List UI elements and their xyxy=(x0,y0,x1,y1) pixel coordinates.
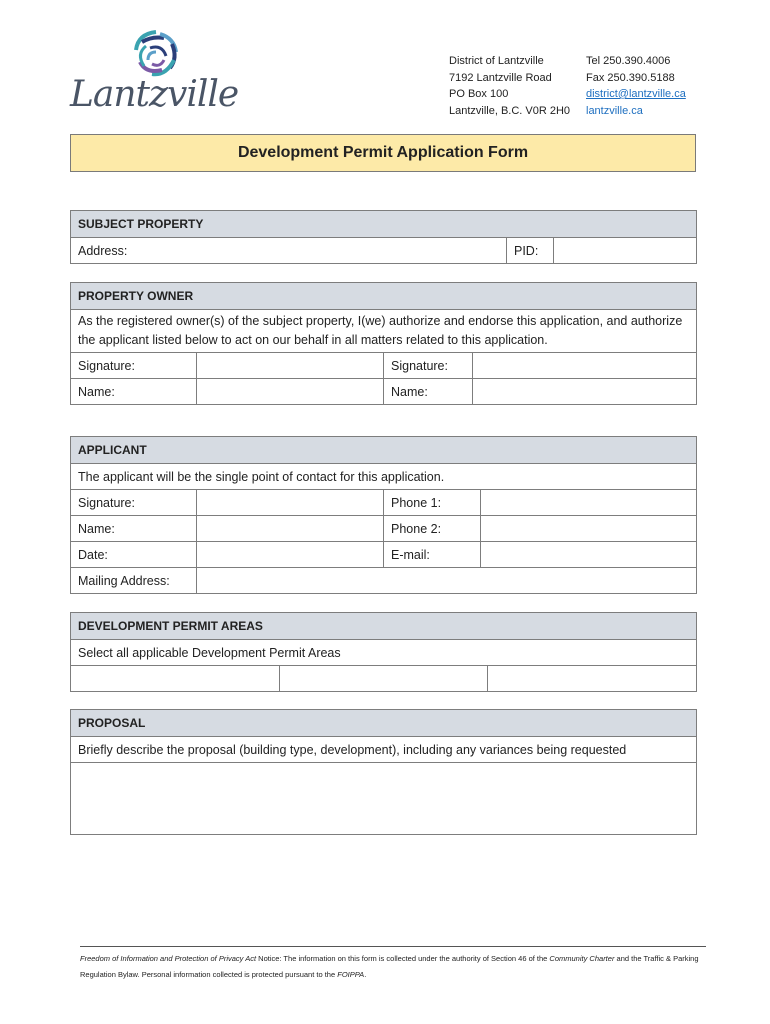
notice-text-1: Notice: The information on this form is collected under the authority of Section 46 of the xyxy=(256,954,550,963)
phone1-label: Phone 1: xyxy=(384,490,481,516)
applicant-contact-text: The applicant will be the single point of contact for this application. xyxy=(71,464,697,490)
pid-field[interactable] xyxy=(554,238,697,264)
page-title: Development Permit Application Form xyxy=(70,134,696,172)
applicant-mailing-address-field[interactable] xyxy=(197,568,697,594)
contact-fax: Fax 250.390.5188 xyxy=(586,71,675,84)
owner-name-2-field[interactable] xyxy=(473,379,697,405)
name-label: Name: xyxy=(71,379,197,405)
footer-divider xyxy=(80,946,706,947)
foippa-act-title: Freedom of Information and Protection of Privacy Act xyxy=(80,954,257,963)
dp-area-option-2[interactable] xyxy=(280,666,488,692)
property-owner-section xyxy=(70,282,697,405)
foippa-abbrev: FOIPPA xyxy=(337,970,365,979)
owner-name-1-field[interactable] xyxy=(197,379,384,405)
name-label: Name: xyxy=(71,516,197,542)
logo-wordmark: Lantzville xyxy=(70,74,239,115)
contact-line: 7192 Lantzville Road xyxy=(449,71,552,84)
contact-line: District of Lantzville xyxy=(449,55,544,67)
pid-label: PID: xyxy=(507,238,554,264)
signature-label: Signature: xyxy=(71,490,197,516)
dp-area-option-3[interactable] xyxy=(488,666,697,692)
lantzville-logo xyxy=(70,28,239,120)
contact-line: Lantzville, B.C. V0R 2H0 xyxy=(449,104,571,117)
address-label: Address: xyxy=(78,243,128,258)
address-field[interactable] xyxy=(71,238,507,264)
proposal-instruction: Briefly describe the proposal (building type, development), including any variances being requested xyxy=(71,737,697,763)
owner-signature-2-field[interactable] xyxy=(473,353,697,379)
dp-area-option-1[interactable] xyxy=(71,666,280,692)
website-link[interactable]: lantzville.ca xyxy=(586,104,643,117)
applicant-email-field[interactable] xyxy=(481,542,697,568)
proposal-section xyxy=(70,709,697,835)
section-header: APPLICANT xyxy=(71,437,697,464)
community-charter-title: Community Charter xyxy=(549,954,615,963)
applicant-name-field[interactable] xyxy=(197,516,384,542)
contact-tel: Tel 250.390.4006 xyxy=(586,55,671,67)
proposal-description-field[interactable] xyxy=(71,763,697,835)
section-header: DEVELOPMENT PERMIT AREAS xyxy=(71,613,697,640)
applicant-date-field[interactable] xyxy=(197,542,384,568)
email-label: E-mail: xyxy=(384,542,481,568)
subject-property-section xyxy=(70,210,697,264)
section-header: PROPOSAL xyxy=(71,710,697,737)
contact-info xyxy=(586,53,686,119)
applicant-section xyxy=(70,436,697,594)
privacy-notice xyxy=(80,951,706,983)
section-header: SUBJECT PROPERTY xyxy=(71,211,697,238)
phone2-label: Phone 2: xyxy=(384,516,481,542)
dp-areas-instruction: Select all applicable Development Permit Areas xyxy=(71,640,697,666)
dp-areas-section xyxy=(70,612,697,692)
email-link[interactable]: district@lantzville.ca xyxy=(586,88,686,100)
owner-signature-1-field[interactable] xyxy=(197,353,384,379)
applicant-signature-field[interactable] xyxy=(197,490,384,516)
mailing-address-label: Mailing Address: xyxy=(71,568,197,594)
name-label: Name: xyxy=(384,379,473,405)
signature-label: Signature: xyxy=(384,353,473,379)
contact-address xyxy=(449,53,570,119)
notice-text-3: . xyxy=(364,970,367,979)
owner-authorization-text: As the registered owner(s) of the subject property, I(we) authorize and endorse this application, and authorize the applicant listed below to act on our behalf in all matters related to this application. xyxy=(71,310,697,353)
signature-label: Signature: xyxy=(71,353,197,379)
applicant-phone1-field[interactable] xyxy=(481,490,697,516)
date-label: Date: xyxy=(71,542,197,568)
applicant-phone2-field[interactable] xyxy=(481,516,697,542)
section-header: PROPERTY OWNER xyxy=(71,283,697,310)
contact-line: PO Box 100 xyxy=(449,88,509,100)
notice-text-2: and the Traffic & Parking Regulation Bylaw. Personal information collected is protected pursuant to the xyxy=(80,954,699,979)
